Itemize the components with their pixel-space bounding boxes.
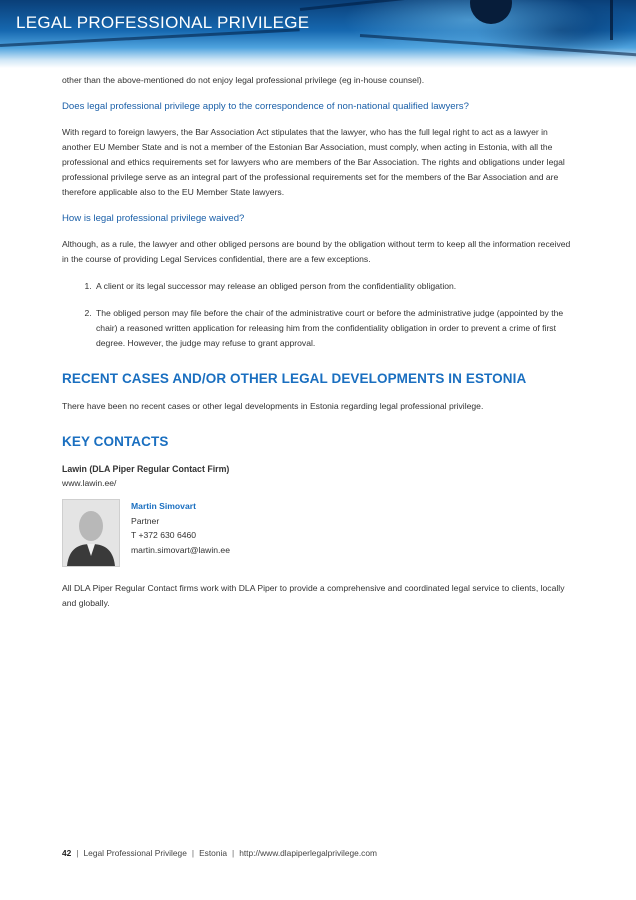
header-banner [0, 0, 636, 68]
closing-paragraph: All DLA Piper Regular Contact firms work with DLA Piper to provide a comprehensive and coordinated legal service to clients, locally and globally. [62, 583, 565, 608]
contact-phone: T +372 630 6460 [131, 530, 197, 540]
page-footer: 42 | Legal Professional Privilege | Estonia | http://www.dlapiperlegalprivilege.com [62, 848, 377, 858]
recent-paragraph: There have been no recent cases or other legal developments in Estonia regarding legal professional privilege. [62, 401, 484, 411]
contact-name: Martin Simovart [131, 501, 196, 511]
banner-decoration [610, 0, 613, 40]
question-heading: How is legal professional privilege waived? [62, 213, 245, 224]
banner-decoration [360, 34, 636, 57]
section-heading: KEY CONTACTS [62, 434, 169, 449]
banner-decoration [470, 0, 512, 24]
footer-title: Legal Professional Privilege [83, 848, 187, 858]
contact-role: Partner [131, 515, 160, 526]
contact-email: martin.simovart@lawin.ee [131, 544, 230, 555]
firm-name: Lawin (DLA Piper Regular Contact Firm) [62, 464, 230, 474]
section-heading: RECENT CASES AND/OR OTHER LEGAL DEVELOPMENTS IN ESTONIA [62, 371, 527, 386]
contact-card [62, 499, 578, 567]
exceptions-list [62, 279, 578, 351]
answer-paragraph: Although, as a rule, the lawyer and other obliged persons are bound by the obligation without term to keep all the information received in the course of providing Legal Services confidential, there are a few exceptions. [62, 239, 571, 264]
contact-details [131, 499, 230, 567]
footer-country: Estonia [199, 848, 227, 858]
list-item: 1. A client or its legal successor may release an obliged person from the confidentiality obligation. [94, 279, 578, 294]
page-number: 42 [62, 848, 72, 858]
main-content [62, 73, 578, 623]
footer-url: http://www.dlapiperlegalprivilege.com [239, 848, 377, 858]
intro-paragraph: other than the above-mentioned do not enjoy legal professional privilege (eg in-house counsel). [62, 75, 425, 85]
firm-url: www.lawin.ee/ [62, 478, 117, 488]
answer-paragraph: With regard to foreign lawyers, the Bar Association Act stipulates that the lawyer, who has the full legal right to act as a lawyer in another EU Member State and is not a member of the Estonian Bar Association, must comply, when acting in Estonia, with all the professional and ethics requirements set for lawyers who are members of the Bar Association. The rights and obligations under legal professional privilege serve as an integral part of the professional requirements set for the members of the Bar Association and are therefore applicable also to the EU Member State lawyers. [62, 127, 565, 197]
list-item: 2. The obliged person may file before the chair of the administrative court or before the administrative judge (appointed by the chair) a reasoned written application for releasing him from the confidentiality obligation in order to prevent a crime of first degree. However, the judge may refuse to grant approval. [94, 306, 578, 351]
contact-photo [62, 499, 120, 567]
banner-decoration [300, 0, 559, 11]
question-heading: Does legal professional privilege apply to the correspondence of non-national qualified lawyers? [62, 101, 469, 112]
page-title: LEGAL PROFESSIONAL PRIVILEGE [16, 13, 310, 32]
